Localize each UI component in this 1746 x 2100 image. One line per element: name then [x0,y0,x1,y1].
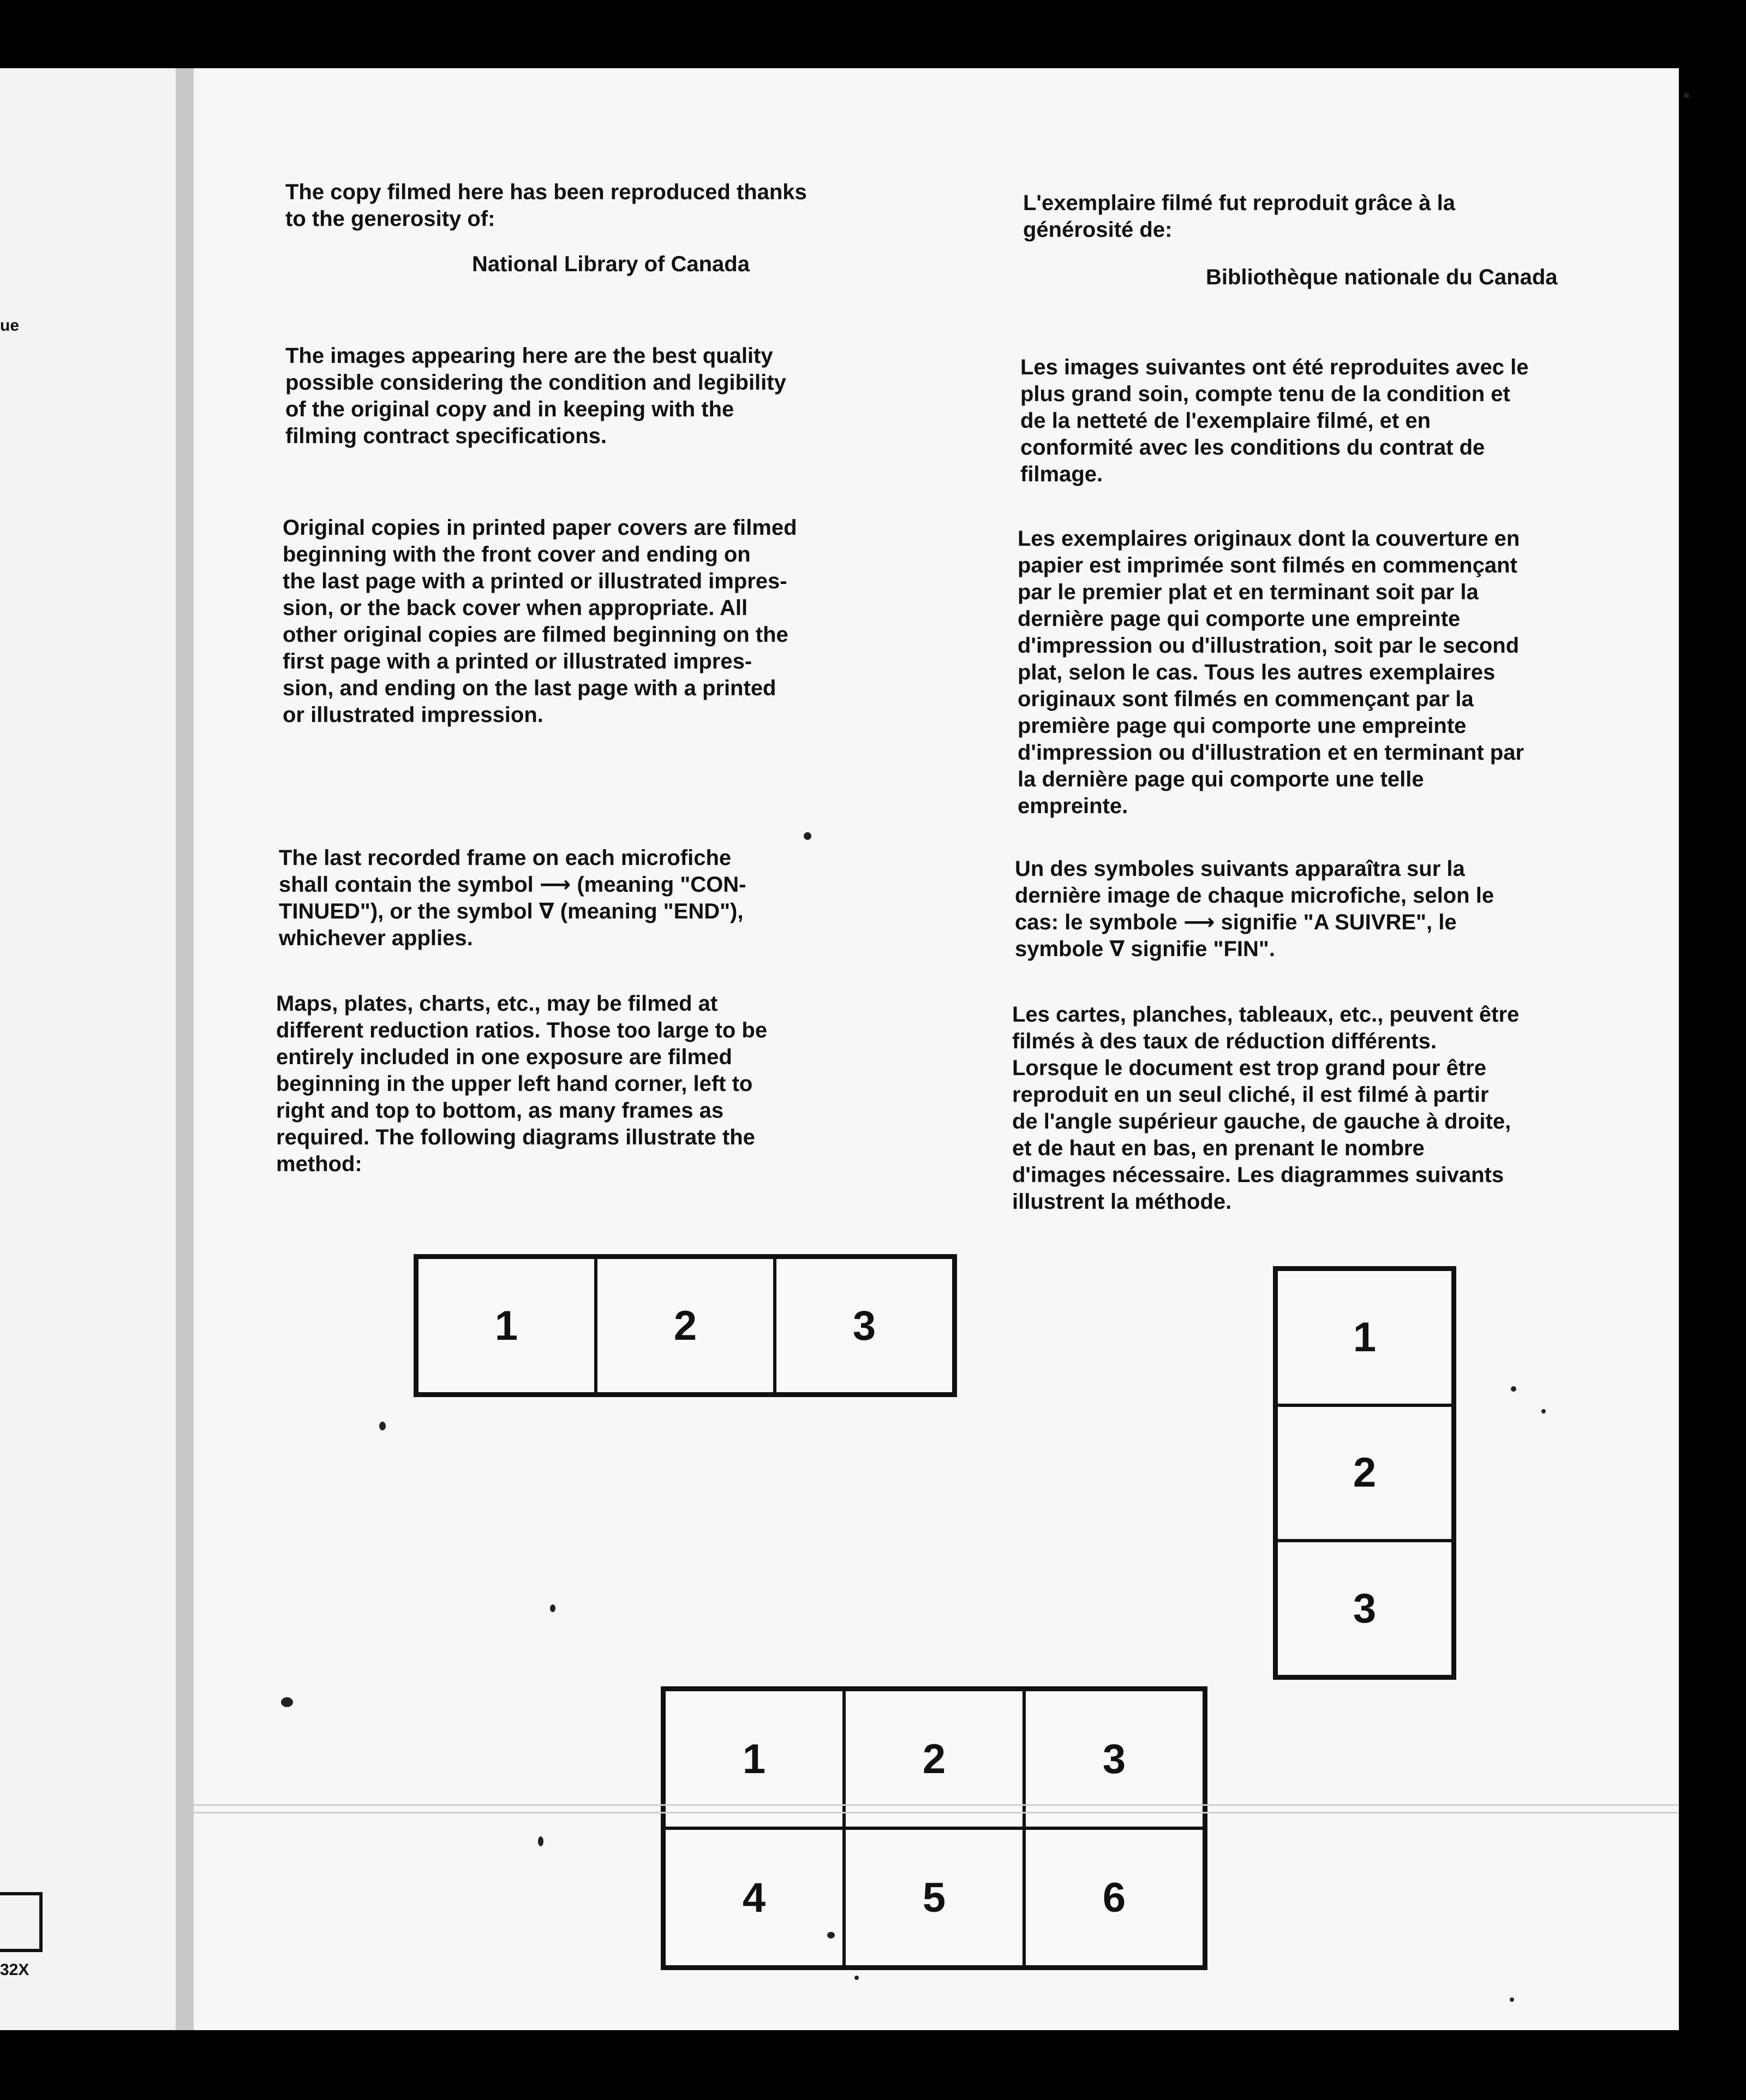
english-intro: The copy filmed here has been reproduced thanks to the generosity of: [285,180,807,231]
scan-speck [827,1932,835,1938]
french-symbols-statement: Un des symboles suivants apparaîtra sur la dernière image de chaque microfiche, selon le cas: le symbole ⟶ signifie "A SUIVRE", le symbole ∇ signifie "FIN". [1015,857,1494,961]
french-institution: Bibliothèque nationale du Canada [1206,265,1558,289]
diagram-cell: 2 [844,1690,1024,1828]
english-originals-statement: Original copies in printed paper covers are filmed beginning with the front cover and ending on the last page with a printed or illustrated impres- sion, or the back cover when appropriate. All other original copies are filmed beginning on the first page with a printed or illustrated impres- sion, and ending on the last page with a printed or illustrated impression. [283,516,797,727]
scan-speck [1541,1409,1546,1413]
diagram-cell: 2 [1276,1405,1453,1541]
english-institution: National Library of Canada [472,252,750,276]
english-symbols-statement: The last recorded frame on each microfiche shall contain the symbol ⟶ (meaning "CON- TINUED"), or the symbol ∇ (meaning "END"), whichever applies. [279,846,746,950]
french-quality-statement: Les images suivantes ont été reproduites avec le plus grand soin, compte tenu de la condition et de la netteté de l'exemplaire filmé, et en conformité avec les conditions du contrat de filmage. [1020,355,1529,486]
strip-fragment-top: ue [0,317,20,335]
diagram-horizontal [414,1254,957,1397]
diagram-cell: 6 [1024,1828,1204,1967]
scan-speck [1511,1386,1516,1392]
scan-speck [1510,1997,1514,2002]
diagram-cell: 3 [775,1257,954,1394]
scan-line [194,1804,1679,1806]
adjacent-page-strip [0,68,176,2030]
scan-speck [550,1604,555,1612]
scan-speck [538,1836,543,1846]
scan-line [194,1812,1679,1813]
diagram-cell: 5 [844,1828,1024,1967]
diagram-cell: 1 [664,1690,844,1828]
scan-speck [281,1697,293,1707]
strip-box [0,1892,43,1952]
diagram-cell: 4 [664,1828,844,1967]
scan-speck [804,832,811,840]
french-originals-statement: Les exemplaires originaux dont la couverture en papier est imprimée sont filmés en commençant par le premier plat et en terminant soit par la dernière page qui comporte une empreinte d'impression ou d'illustration, soit par le second plat, selon le cas. Tous les autres exemplaires originaux sont filmés en commençant par la première page qui comporte une empreinte d'impression ou d'illustration et en terminant par la dernière page qui comporte une telle empreinte. [1018,527,1524,818]
diagram-grid [661,1686,1207,1970]
diagram-cell: 1 [1276,1269,1453,1405]
diagram-vertical [1273,1266,1456,1680]
scan-speck [379,1422,386,1430]
scan-speck [1684,93,1689,98]
diagram-cell: 3 [1276,1541,1453,1677]
diagram-cell: 1 [417,1257,596,1394]
english-quality-statement: The images appearing here are the best quality possible considering the condition and legibility of the original copy and in keeping with the filming contract specifications. [285,344,786,448]
french-intro: L'exemplaire filmé fut reproduit grâce à la générosité de: [1023,191,1455,242]
strip-fragment-bottom: 32X [0,1961,29,1979]
page-fold [176,68,194,2030]
diagram-cell: 2 [596,1257,775,1394]
diagram-cell: 3 [1024,1690,1204,1828]
french-maps-statement: Les cartes, planches, tableaux, etc., peuvent être filmés à des taux de réduction différents. Lorsque le document est trop grand pour être reproduit en un seul cliché, il est filmé à partir de l'angle supérieur gauche, de gauche à droite, et de haut en bas, en prenant le nombre d'images nécessaire. Les diagrammes suivants illustrent la méthode. [1012,1003,1520,1214]
scan-speck [854,1976,859,1980]
english-maps-statement: Maps, plates, charts, etc., may be filmed at different reduction ratios. Those too large to be entirely included in one exposure are filmed beginning in the upper left hand corner, left to right and top to bottom, as many frames as required. The following diagrams illustrate the method: [276,992,768,1176]
